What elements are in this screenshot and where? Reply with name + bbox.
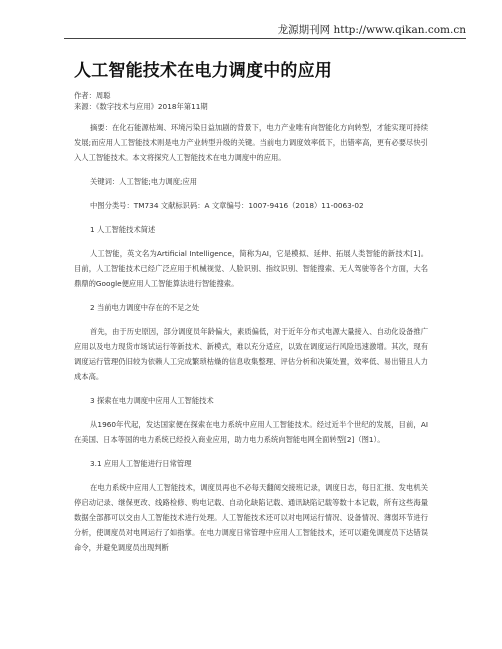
section-paragraph: 首先，由于历史原因，部分调度员年龄偏大，素质偏低，对于近年分布式电源大量接入、自动化设备推广应用以及电力现货市场试运行等新技术、新模式，难以充分适应，以致在调度运行风险迅速激增。其次，现有调度运行管理仍旧较为依赖人工完成繁琐枯燥的信息收集整理、评估分析和决策处置，效率低、易出错且人力成本高。 — [74, 327, 428, 381]
section-heading: 3 探索在电力调度中应用人工智能技术 — [90, 396, 214, 405]
section-paragraph: 在电力系统中应用人工智能技术，调度员再也不必每天翻阅交接班记录，调度日志，每日汇报、发电机关停启动记录、继保更改、线路检修、购电记载、自动化缺陷记载、通讯缺陷记载等数十本记载，所有这些海量数据全部都可以交由人工智能技术进行处理。人工智能技术还可以对电网运行情况、设备情况、薄弱环节进行分析，使调度员对电网运行了如指掌。在电力调度日常管理中应用人工智能技术，还可以避免调度员下达错误命令，并避免调度员出现判断 — [74, 483, 428, 552]
section-heading: 2 当前电力调度中存在的不足之处 — [90, 303, 200, 312]
article-title: 人工智能技术在电力调度中的应用 — [74, 61, 332, 81]
author-line: 作者：周聪 — [74, 91, 111, 100]
section-paragraph: 人工智能，英文名为Artificial Intelligence，简称为AI，它是模拟、延伸、拓展人类智能的新技术[1]。目前，人工智能技术已经广泛应用于机械视觉、人脸识别、指纹识别、智能搜索、无人驾驶等各个方面，大名鼎鼎的Google便应用人工智能算法进行智能搜索。 — [74, 249, 428, 288]
abstract-paragraph: 摘要：在化石能源枯竭、环境污染日益加剧的背景下，电力产业唯有向智能化方向转型，才能实现可持续发展;而应用人工智能技术则是电力产业转型升级的关键。当前电力调度效率低下，出错率高，更有必要尽快引入人工智能技术。本文将探究人工智能技术在电力调度中的应用。 — [74, 123, 428, 162]
classification-line: 中图分类号：TM734 文献标识码：A 文章编号：1007-9416（2018）11-0063-02 — [90, 201, 364, 210]
keywords-line: 关键词：人工智能;电力调度;应用 — [90, 177, 198, 186]
article-body — [74, 56, 428, 555]
site-header[interactable]: 龙源期刊网 http://www.qikan.com.cn — [277, 24, 466, 36]
section-heading: 1 人工智能技术简述 — [90, 225, 156, 234]
section-paragraph: 从1960年代起，发达国家便在探索在电力系统中应用人工智能技术。经过近半个世纪的发展，目前，AI在美国、日本等国的电力系统已经投入商业应用，助力电力系统向智能电网全面转型[2]（图1）。 — [74, 420, 428, 444]
header-divider — [64, 38, 466, 39]
section-heading: 3.1 应用人工智能进行日常管理 — [90, 459, 192, 468]
source-line: 来源：《数字技术与应用》2018年第11期 — [74, 102, 208, 111]
